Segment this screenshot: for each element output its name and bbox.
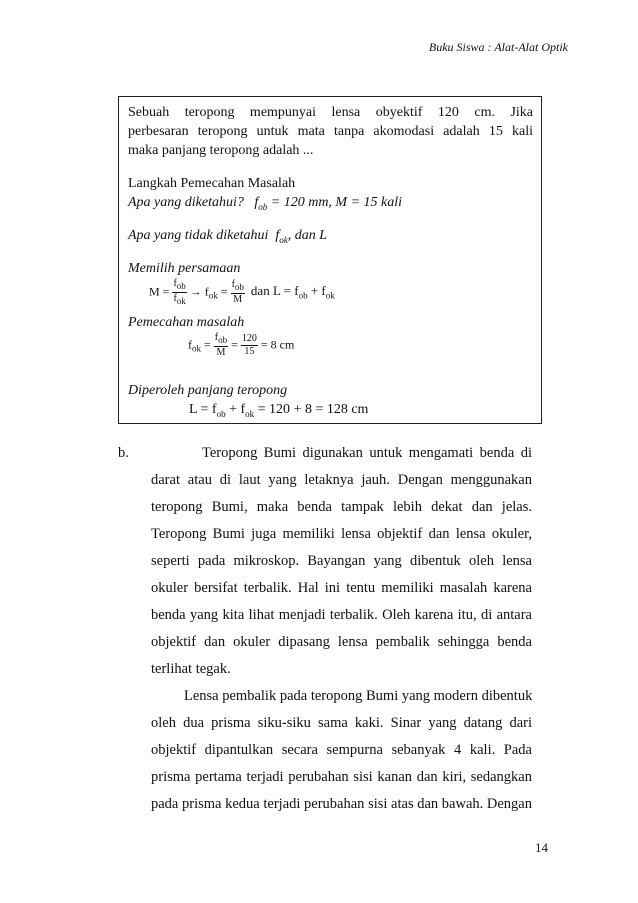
result-sub1: ob xyxy=(216,408,226,419)
eq1-num2-sub: ob xyxy=(234,282,244,292)
eq1-equals-1: = xyxy=(162,284,170,299)
example-box xyxy=(118,96,542,424)
eq2-den2: 15 xyxy=(244,346,255,357)
eq1-num2: f xyxy=(231,279,235,290)
eq1-tail-a: dan L = f xyxy=(250,283,299,299)
known-label: Apa yang diketahui? xyxy=(128,195,244,210)
solve-title: Pemecahan masalah xyxy=(128,315,245,330)
known-subscript: ob xyxy=(258,201,268,212)
unknown-label: Apa yang tidak diketahui xyxy=(128,228,269,243)
para-b-line: okuler bersifat terbalik. Hal ini tentu memiliki masalah karena xyxy=(151,580,532,596)
steps-title: Langkah Pemecahan Masalah xyxy=(128,176,296,191)
eq2-fok-sub: ok xyxy=(192,343,201,354)
eq1-fok-sub: ok xyxy=(208,290,218,301)
page-number: 14 xyxy=(535,840,548,855)
known-values: = 120 mm, M = 15 kali xyxy=(267,195,403,210)
eq1-M: M xyxy=(149,284,160,299)
eq1-den1: f xyxy=(173,293,177,304)
result-b: + f xyxy=(225,402,246,417)
para-b-line: darat atau di laut yang letaknya jauh. Dengan menggunakan xyxy=(151,472,532,488)
eq1-fraction-1 xyxy=(172,278,186,307)
problem-line-3: maka panjang teropong adalah ... xyxy=(128,143,314,158)
eq2-fraction-1 xyxy=(214,332,228,359)
result-title: Diperoleh panjang teropong xyxy=(128,383,288,398)
known-line xyxy=(128,193,402,217)
choose-equation-title: Memilih persamaan xyxy=(128,261,241,276)
para-b-first-line: Teropong Bumi digunakan untuk mengamati benda di xyxy=(202,445,532,461)
eq1-equals-2: = xyxy=(220,284,228,299)
eq1-den2: M xyxy=(233,294,243,305)
eq1-num1: f xyxy=(173,278,177,289)
unknown-symbol: f xyxy=(275,228,280,243)
eq2-num1: f xyxy=(214,332,219,343)
solution-equation xyxy=(188,332,294,359)
eq2-fraction-2 xyxy=(241,333,258,358)
para-b-line: Teropong Bumi juga memiliki lensa objektif dan lensa okuler, xyxy=(151,526,532,542)
result-sub2: ok xyxy=(245,408,255,419)
unknown-rest: , dan L xyxy=(287,228,328,243)
para-b-line: objektif dan okuler dipasang lensa pembalik sehingga benda xyxy=(151,634,532,650)
eq2-fok: f xyxy=(188,337,192,352)
para-b-line: benda yang kita lihat menjadi terbalik. Oleh karena itu, di antara xyxy=(151,607,532,623)
eq1-tail-sub1: ob xyxy=(298,290,308,301)
eq2-num2: 120 xyxy=(241,333,257,344)
eq2-equals-2: = xyxy=(231,337,238,352)
eq1-tail-b: + f xyxy=(307,283,326,299)
para-2-line: prisma pertama terjadi perubahan sisi kanan dan kiri, sedangkan xyxy=(151,769,532,785)
equation-selection xyxy=(149,278,335,307)
eq2-result: = 8 cm xyxy=(260,337,295,352)
eq1-tail xyxy=(250,283,335,301)
eq1-arrow: → xyxy=(189,284,202,299)
problem-line-1: Sebuah teropong mempunyai lensa obyektif 120 cm. Jika xyxy=(128,105,533,120)
known-symbol: f xyxy=(254,195,259,210)
unknown-line xyxy=(128,226,327,250)
result-c: = 120 + 8 = 128 cm xyxy=(254,402,369,417)
eq2-den1: M xyxy=(216,347,226,358)
para-2-line: objektif dipantulkan secara sempurna sebanyak 4 kali. Pada xyxy=(151,742,532,758)
running-header: Buku Siswa : Alat-Alat Optik xyxy=(428,40,568,54)
para-2-line: pada prisma kedua terjadi perubahan sisi atas dan bawah. Dengan xyxy=(151,796,532,812)
eq1-den1-sub: ok xyxy=(176,296,186,306)
para-b-line: teropong Bumi, maka benda tampak lebih dekat dan jelas. xyxy=(151,499,532,515)
para-2-first-line: Lensa pembalik pada teropong Bumi yang modern dibentuk xyxy=(184,688,533,704)
result-line xyxy=(189,400,368,424)
para-b-last-line: terlihat tegak. xyxy=(151,661,231,677)
eq2-num1-sub: ob xyxy=(218,335,228,345)
result-a: L = f xyxy=(189,402,217,417)
eq1-num1-sub: ob xyxy=(176,281,186,291)
para-b-line: seperti pada mikroskop. Bayangan yang dibentuk oleh lensa xyxy=(151,553,532,569)
para-2-line: oleh dua prisma siku-siku sama kaki. Sinar yang datang dari xyxy=(151,715,532,731)
list-marker-b: b. xyxy=(118,445,129,461)
eq1-fraction-2 xyxy=(231,279,245,306)
problem-line-2: perbesaran teropong untuk mata tanpa akomodasi adalah 15 kali xyxy=(128,124,533,139)
eq1-tail-sub2: ok xyxy=(325,290,335,301)
eq1-fok: f xyxy=(204,284,209,299)
unknown-subscript: ok xyxy=(279,234,288,245)
eq2-equals-1: = xyxy=(204,337,211,352)
